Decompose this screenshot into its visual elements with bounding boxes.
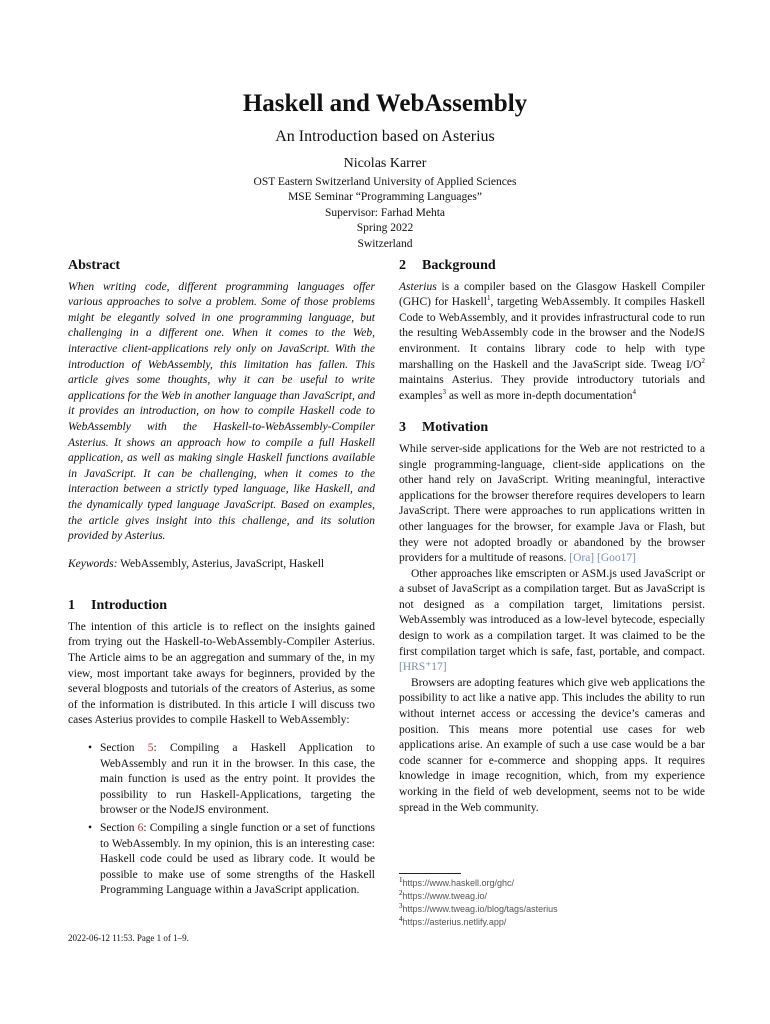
- footnote-link[interactable]: https://asterius.netlify.app/: [402, 917, 507, 927]
- footnote: [399, 916, 705, 929]
- footnote-marker[interactable]: 2: [701, 356, 705, 365]
- section-number: 1: [68, 598, 75, 614]
- affiliation-line: Switzerland: [357, 237, 413, 250]
- paper-subtitle: An Introduction based on Asterius: [275, 128, 495, 145]
- paragraph-text: , targeting WebAssembly. It compiles Haskell Code to WebAssembly, and it provides infrastructural code to run the resulting WebAssembly code in the browser and the NodeJS environment. It contains library code to help with type marshalling on the Haskell and the JavaScript side. Tweag I/O: [399, 296, 705, 371]
- introduction-heading: [68, 598, 375, 614]
- paragraph-text: Other approaches like emscripten or ASM.js used JavaScript or a subset of JavaScript as a compilation target. But as JavaScript is not designed as a compilation target, limitations persist. WebAssembly was introduced as a low-level bytecode, especially design to work as a compilation target. It was claimed to be the first compilation target which is safe, fast, portable, and compact.: [399, 567, 705, 658]
- affiliation-line: OST Eastern Switzerland University of Applied Sciences: [253, 176, 517, 188]
- bullet-marker: •: [88, 742, 93, 755]
- background-paragraph: [399, 280, 705, 405]
- section-title: Motivation: [422, 420, 489, 436]
- footnote-rule: [399, 873, 461, 874]
- motivation-section: [399, 420, 705, 816]
- footnote-marker[interactable]: 4: [632, 387, 636, 396]
- keywords-list: WebAssembly, Asterius, JavaScript, Haskell: [120, 557, 325, 570]
- list-item: [68, 741, 375, 819]
- footnote-marker[interactable]: 1: [486, 294, 491, 303]
- right-column: [399, 258, 705, 816]
- section-number: 3: [399, 420, 406, 436]
- footnote: [399, 877, 705, 890]
- footnote-number: 2: [399, 889, 403, 897]
- background-section: [399, 258, 705, 404]
- section-number: 2: [399, 258, 406, 273]
- abstract-text: When writing code, different programming languages offer various approaches to solve a problem. Some of those problems might be elegantly solved in one programming language, but challenging in a different one. When it comes to the Web, interactive client-applications rely only on JavaScript. With the introduction of WebAssembly, this limitation has fallen. This article gives some thoughts, why it can be useful to write applications for the Web in another language than JavaScript, and it provides an introduction, on how to compile Haskell code to WebAssembly with the Haskell-to-WebAssembly-Compiler Asterius. It shows an approach how to compile a full Haskell application, as well as making single Haskell functions available in JavaScript. It can be challenging, when it comes to the interaction between a strictly typed language, like Haskell, and the dynamically typed language JavaScript. Based on examples, the article gives insight into this challenge, and its solution provided by Asterius.: [68, 280, 375, 543]
- motivation-paragraph: Browsers are adopting features which give web applications the possibility to act like a native app. This includes the ability to run without internet access or accessing the device’s cameras and position. This means more potential use cases for web applications arise. An example of such a use case would be a bar code scanner for e-commerce and shopping apps. It requires knowledge in image recognition, which, from my experience working in the field of web development, seems not to be wide spread in the Web community.: [399, 676, 705, 814]
- introduction-list: [68, 741, 375, 899]
- affiliation-line: MSE Seminar “Programming Languages”: [288, 191, 482, 204]
- list-item-text: : Compiling a Haskell Application to WebAssembly and run it in the browser. In this case, the main function is used as the entry point. It provides the possibility to run Haskell-Applications, targeting the browser or the NodeJS environment.: [100, 742, 375, 817]
- background-heading: [399, 258, 705, 274]
- list-item-prefix: Section: [100, 742, 148, 755]
- footnote-link[interactable]: https://www.tweag.io/blog/tags/asterius: [402, 904, 558, 914]
- motivation-heading: [399, 420, 705, 436]
- page-footer: 2022-06-12 11:53. Page 1 of 1–9.: [68, 933, 189, 943]
- asterius-term: Asterius: [399, 280, 437, 293]
- abstract-section: [68, 258, 375, 572]
- footnote-number: 1: [399, 876, 403, 884]
- paper-title: Haskell and WebAssembly: [242, 90, 528, 117]
- list-item-text: : Compiling a single function or a set of functions to WebAssembly. In my opinion, this is an interesting case: Haskell code could be used as library code. It would be possible to make use of some strengths of the Haskell Programming Language within a JavaScript application.: [100, 822, 375, 897]
- citation-link[interactable]: [Goo17]: [597, 552, 636, 565]
- list-item-prefix: Section: [100, 822, 138, 834]
- footnote: [399, 903, 705, 916]
- affiliation-line: Spring 2022: [356, 222, 414, 235]
- keywords-label: Keywords:: [68, 557, 118, 570]
- paragraph-text: as well as more in-depth documentation: [445, 389, 633, 402]
- footnote-marker[interactable]: 3: [442, 387, 446, 396]
- section-title: Background: [422, 258, 496, 273]
- footnotes: [399, 873, 705, 929]
- section-link[interactable]: 5: [147, 742, 154, 755]
- paragraph-text: maintains Asterius. They provide introductory tutorials and examples: [399, 374, 705, 402]
- section-link[interactable]: 6: [137, 822, 144, 834]
- citation-link[interactable]: [Ora]: [569, 552, 595, 565]
- list-item: [68, 821, 375, 899]
- paragraph-text: is a compiler based on the Glasgow Haskell Compiler (GHC) for Haskell: [399, 280, 705, 309]
- motivation-paragraph: [399, 567, 705, 676]
- keywords: [68, 557, 375, 573]
- footnote-link[interactable]: https://www.tweag.io/: [402, 891, 488, 901]
- citation-link[interactable]: [HRS⁺17]: [399, 661, 447, 674]
- footnote-number: 3: [399, 902, 403, 910]
- left-column: [68, 258, 375, 901]
- footnote-link[interactable]: https://www.haskell.org/ghc/: [402, 878, 515, 888]
- author-name: Nicolas Karrer: [343, 156, 427, 171]
- bullet-marker: •: [88, 822, 93, 834]
- motivation-paragraph: [399, 442, 705, 567]
- introduction-section: [68, 598, 375, 899]
- paragraph-text: While server-side applications for the Web are not restricted to a single programming-language, client-side applications on the other hand rely on JavaScript. Writing meaningful, interactive applications for the browser therefore requires developers to learn JavaScript. There were approaches to run applications written in other languages for the browser, for example Java or Flash, but they were not adopted broadly or abandoned by the browser providers for a multitude of reasons.: [399, 442, 705, 565]
- footnote-number: 4: [399, 915, 403, 923]
- introduction-paragraph: The intention of this article is to reflect on the insights gained from trying out the Haskell-to-WebAssembly-Compiler Asterius. The Article aims to be an aggregation and summary of the, in my view, most important take aways for beginners, provided by the several blogposts and tutorials of the creators of Asterius, as some of the information is distributed. In this article I will discuss two cases Asterius provides to compile Haskell to WebAssembly:: [68, 620, 375, 727]
- footnote: [399, 890, 705, 903]
- section-title: Introduction: [91, 598, 167, 614]
- affiliation-line: Supervisor: Farhad Mehta: [324, 206, 446, 219]
- affiliation-block: [0, 175, 770, 252]
- abstract-heading: Abstract: [68, 258, 121, 273]
